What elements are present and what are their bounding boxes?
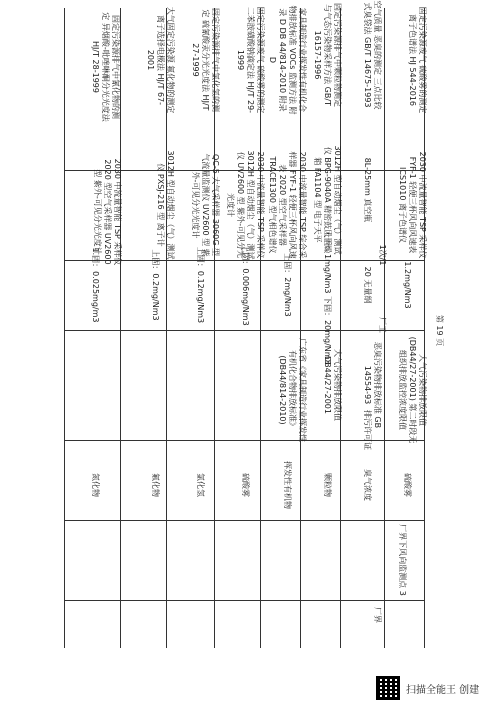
cell-pollutant: 颗粒物 [323,473,332,497]
permit-short-label: 厂工 [378,317,387,333]
table-rule [120,8,121,648]
cell-pollutant: 氟化物 [151,473,160,497]
cell-instrument: 2030 中流量智能 TSP 采样仪 3012H 型自动烟尘（气）测试仪 UV2600 型 紫外-可见分光光度计 [226,150,265,260]
cell-instrument: 3012H 型自动烟尘（气）测试仪 BPG-9040A 精密鼓风干燥箱 FA1104 型 电子天平 [313,145,342,255]
cell-instrument: 2030 中流量智能 TSP 采样仪 FYF-1 轻便三杯风向风速表 ICS1010 离子色谱仪 [398,151,427,259]
scanner-footer [376,676,496,700]
column-rule [64,600,424,601]
cell-monitor-point: 厂界下风向监测点 3 [398,524,407,596]
cell-method: 固定污染源排气中颗粒物测定与气态污染物采样方法 GB/T 16157-1996 [313,3,342,107]
cell-pollutant: 硫酸雾 [241,473,250,497]
cell-instrument: QC-5 大气采样器 3060G 型气流量监测仪 UV2600 型 紫外-可见分光光度计 [191,153,220,257]
cell-method: 空气质量 恶臭的测定 三点比较式臭袋法 GB/T 14675-1993 [363,0,382,110]
cell-limit: 上固：2mg/Nm3 [283,253,292,317]
cell-limit: 1.固：0.025mg/m3 [91,247,100,323]
cell-standard: 大气污染物排放限值 (DB44/27-2001) 第二时段无组织排放监控浓度限值 [398,336,427,444]
cell-instrument: 8L-25mm 真空瓶 [363,157,372,223]
cell-limit: 上固：0.12mg/Nm3 [196,246,205,324]
table-border-left [64,8,65,648]
cell-method: 固定污染源排气中氯化氢的测定 硫氰酸汞分光光度法 HJ/T 27-1999 [191,8,220,112]
cell-instrument: 2030 中流量智能 TSP 综合采样器 FYF-1 轻便三杯风向风速表 2020 型空气采样器 TRACE1300 型气相色谱仪 [268,151,307,259]
cell-pollutant: 硫酸雾 [403,473,412,497]
cell-limit: 上固：0.006mg/Nm3 [241,244,250,326]
cell-standard: 大气污染物排放限值 DB44/27-2001 [323,349,342,421]
cell-method: 固定污染源废气 硫酸雾的测定 二苯胺磺酸钠滴定法 HJ/T 29-1999 [236,6,265,114]
cell-category: 厂界 [373,607,382,623]
cell-standard: 广东省《家具制造行业挥发性有机化合物排放标准》(DB44/814-2010) [278,338,307,442]
cell-limit: 上固：0.2mg/Nm3 [151,249,160,321]
cell-method: 大气固定污染源 氟化物的测定 离子选择电极法 HJ/T 67-2001 [146,6,175,114]
cell-method: 家具制造行业挥发性有机化合物排放标准 VOCs 监测方法 附录 D DB 44/814-2010 附录 D [268,5,307,115]
cell-method: 固定污染源排气中氰化物的测定 异烟酸-吡唑啉酮分光光度法 HJ/T 28-1999 [91,12,120,122]
cell-pollutant: 臭气浓度 [363,469,372,501]
cell-instrument: 3012H 型自动烟尘（气）测试仪 PXSJ-216 型 离子计 [156,150,175,260]
page-number: 第 19 页 [435,314,445,347]
cell-method: 固定污染源废气 硫酸雾的测定 离子色谱法 HJ 544-2016 [408,6,427,114]
cell-pollutant: 氮化物 [91,473,100,497]
cell-instrument: 2030 中流量智能 TSP 采样仪 2020 型空气采样器 UV2600 型 紫外-可见分光光度计 [93,158,122,266]
cell-limit: 20 无量纲 [363,266,372,304]
cell-frequency: 1次/1 [378,244,387,266]
scanner-brand-text: 扫描全能王 创建 [406,684,480,696]
cell-pollutant: 挥发性有机物 [283,461,292,509]
cell-limit: 1.2mg/Nm3 [403,261,412,309]
cell-pollutant: 氯化氢 [196,473,205,497]
cell-limit: 上固：1mg/Nm3 下固：20mg/Nm3 [323,230,332,365]
qr-code-icon [376,676,400,700]
emission-permit-label: 排污许可证 [363,410,372,450]
cell-standard: 恶臭污染物排放标准 GB 14554-93 [363,341,382,429]
